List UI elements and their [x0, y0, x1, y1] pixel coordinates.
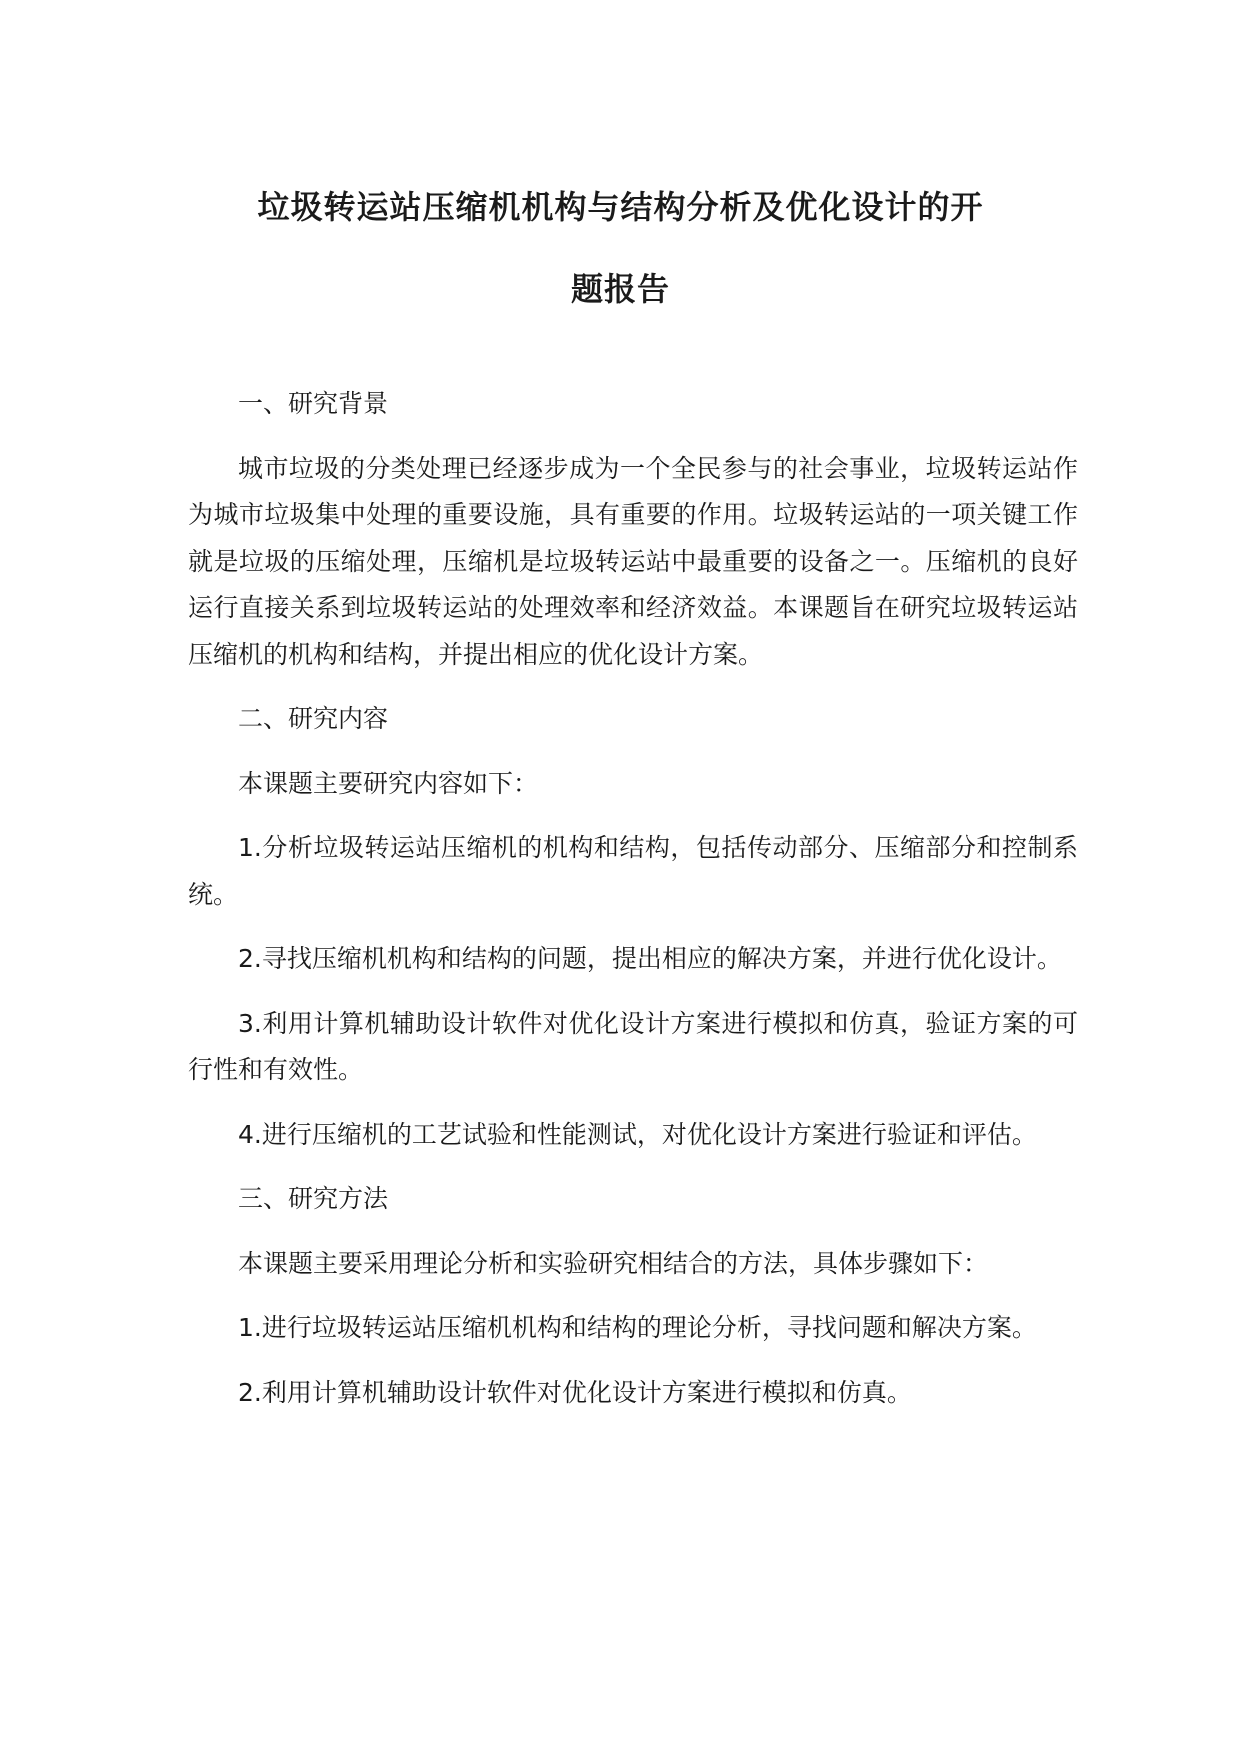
- document-body: [188, 381, 1078, 1434]
- section-heading-method: 三、研究方法: [238, 1184, 389, 1213]
- paragraph: 本课题主要采用理论分析和实验研究相结合的方法，具体步骤如下：: [238, 1248, 989, 1278]
- list-item: 2.寻找压缩机机构和结构的问题，提出相应的解决方案，并进行优化设计。: [238, 944, 1062, 973]
- section-heading-content: 二、研究内容: [238, 704, 389, 733]
- list-item: 4.进行压缩机的工艺试验和性能测试，对优化设计方案进行验证和评估。: [238, 1119, 1037, 1149]
- section-heading-background: 一、研究背景: [238, 389, 389, 418]
- document-title-line-1: 垃圾转运站压缩机机构与结构分析及优化设计的开: [257, 188, 984, 226]
- paragraph: 本课题主要研究内容如下：: [238, 768, 539, 798]
- list-item: 3.利用计算机辅助设计软件对优化设计方案进行模拟和仿真，验证方案的可行性和有效性。: [188, 1008, 1078, 1084]
- paragraph: 城市垃圾的分类处理已经逐步成为一个全民参与的社会事业，垃圾转运站作为城市垃圾集中处理的重要设施，具有重要的作用。垃圾转运站的一项关键工作就是垃圾的压缩处理，压缩机是垃圾转运站中最重要的设备之一。压缩机的良好运行直接关系到垃圾转运站的处理效率和经济效益。本课题旨在研究垃圾转运站压缩机的机构和结构，并提出相应的优化设计方案。: [188, 453, 1078, 669]
- list-item: 2.利用计算机辅助设计软件对优化设计方案进行模拟和仿真。: [238, 1377, 912, 1407]
- list-item: 1.进行垃圾转运站压缩机机构和结构的理论分析，寻找问题和解决方案。: [238, 1313, 1037, 1342]
- list-item: 1.分析垃圾转运站压缩机的机构和结构，包括传动部分、压缩部分和控制系统。: [188, 833, 1078, 909]
- document-title-line-2: 题报告: [570, 270, 670, 308]
